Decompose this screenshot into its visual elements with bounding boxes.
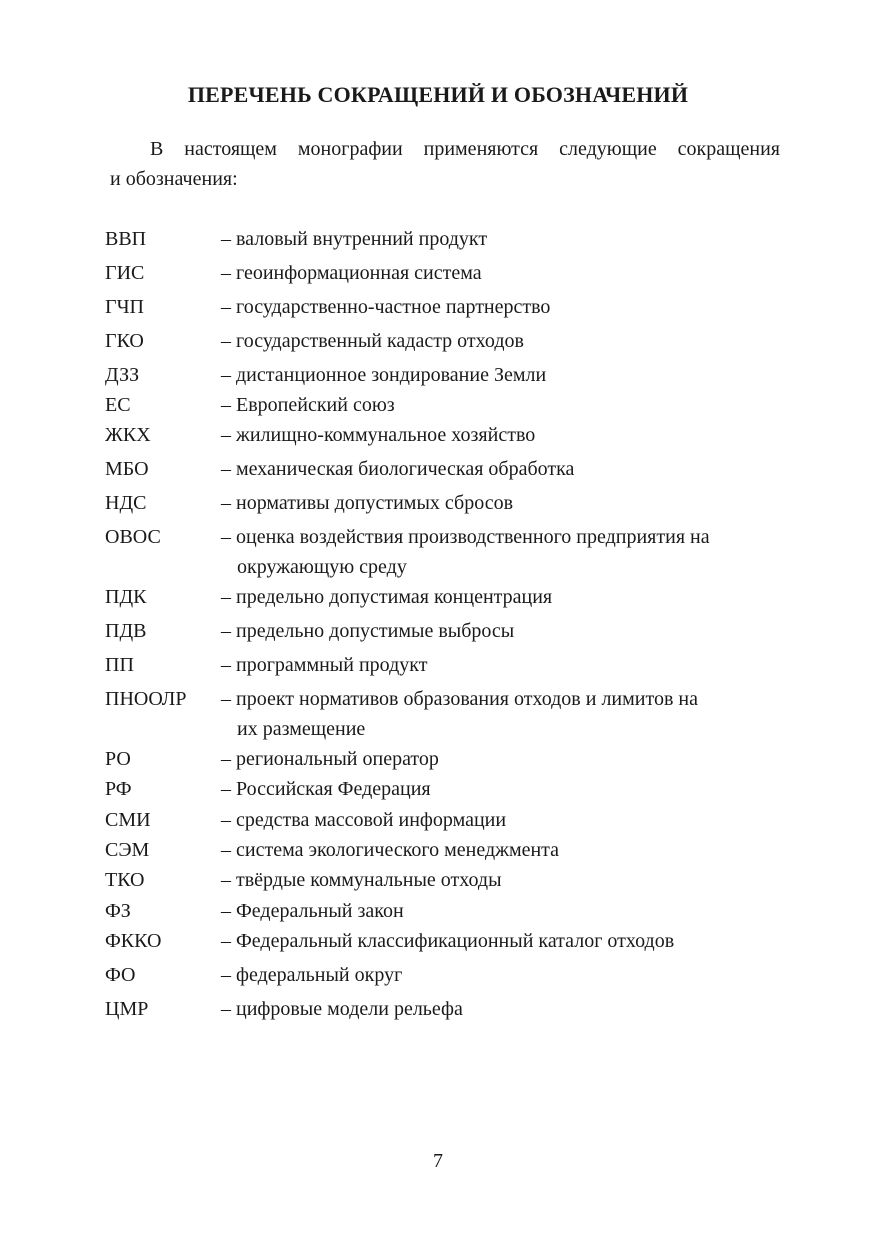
definition: – валовый внутренний продукт [221,228,488,250]
abbreviation: ПНООЛР [105,688,187,710]
definition: – твёрдые коммунальные отходы [221,869,502,891]
abbreviation: ЦМР [105,998,149,1020]
definition: – жилищно-коммунальное хозяйство [221,424,536,446]
intro-paragraph [110,134,780,194]
abbreviation: РФ [105,778,132,800]
abbreviation: ПП [105,654,134,676]
definition: – дистанционное зондирование Земли [221,364,547,386]
abbreviation: ПДВ [105,620,147,642]
definition-line-1: – оценка воздействия производственного предприятия на [221,526,710,548]
definition: – программный продукт [221,654,428,676]
definition: – государственно-частное партнерство [221,296,551,318]
abbreviation: ЕС [105,394,131,416]
abbreviation: ГИС [105,262,145,284]
definition: – средства массовой информации [221,809,507,831]
abbreviation: ЖКХ [105,424,151,446]
abbreviation: СЭМ [105,839,150,861]
abbreviation: ПДК [105,586,147,608]
intro-line-1: В настоящем монографии применяются следующие сокращения [150,138,780,160]
definition-line-2: их размещение [237,718,366,740]
abbreviation: СМИ [105,809,151,831]
definition: – система экологического менеджмента [221,839,560,861]
definition: – геоинформационная система [221,262,482,284]
definition: – Российская Федерация [221,778,431,800]
abbreviation: НДС [105,492,147,514]
intro-line-2: и обозначения: [110,168,238,190]
definition: – Федеральный закон [221,900,404,922]
abbreviation: ОВОС [105,526,161,548]
page-title: ПЕРЕЧЕНЬ СОКРАЩЕНИЙ И ОБОЗНАЧЕНИЙ [187,82,689,107]
abbreviation: ВВП [105,228,147,250]
definition: – предельно допустимые выбросы [221,620,515,642]
definition [221,522,781,582]
definition: – региональный оператор [221,748,439,770]
definition-line-2: окружающую среду [237,556,407,578]
abbreviation: РО [105,748,131,770]
page-number: 7 [433,1150,443,1172]
abbreviation: ФО [105,964,136,986]
definition: – Федеральный классификационный каталог отходов [221,930,675,952]
definition: – цифровые модели рельефа [221,998,463,1020]
definition: – нормативы допустимых сбросов [221,492,514,514]
abbreviation: ГКО [105,330,144,352]
definition: – государственный кадастр отходов [221,330,524,352]
abbreviation: ФККО [105,930,162,952]
definition-line-1: – проект нормативов образования отходов и лимитов на [221,688,698,710]
abbreviation: ГЧП [105,296,145,318]
abbreviation: ДЗЗ [105,364,140,386]
definition: – механическая биологическая обработка [221,458,575,480]
definition: – Европейский союз [221,394,395,416]
abbreviation: МБО [105,458,149,480]
definition: – предельно допустимая концентрация [221,586,553,608]
definition: – федеральный округ [221,964,403,986]
abbreviation: ТКО [105,869,145,891]
definition [221,684,781,744]
abbreviation: ФЗ [105,900,131,922]
